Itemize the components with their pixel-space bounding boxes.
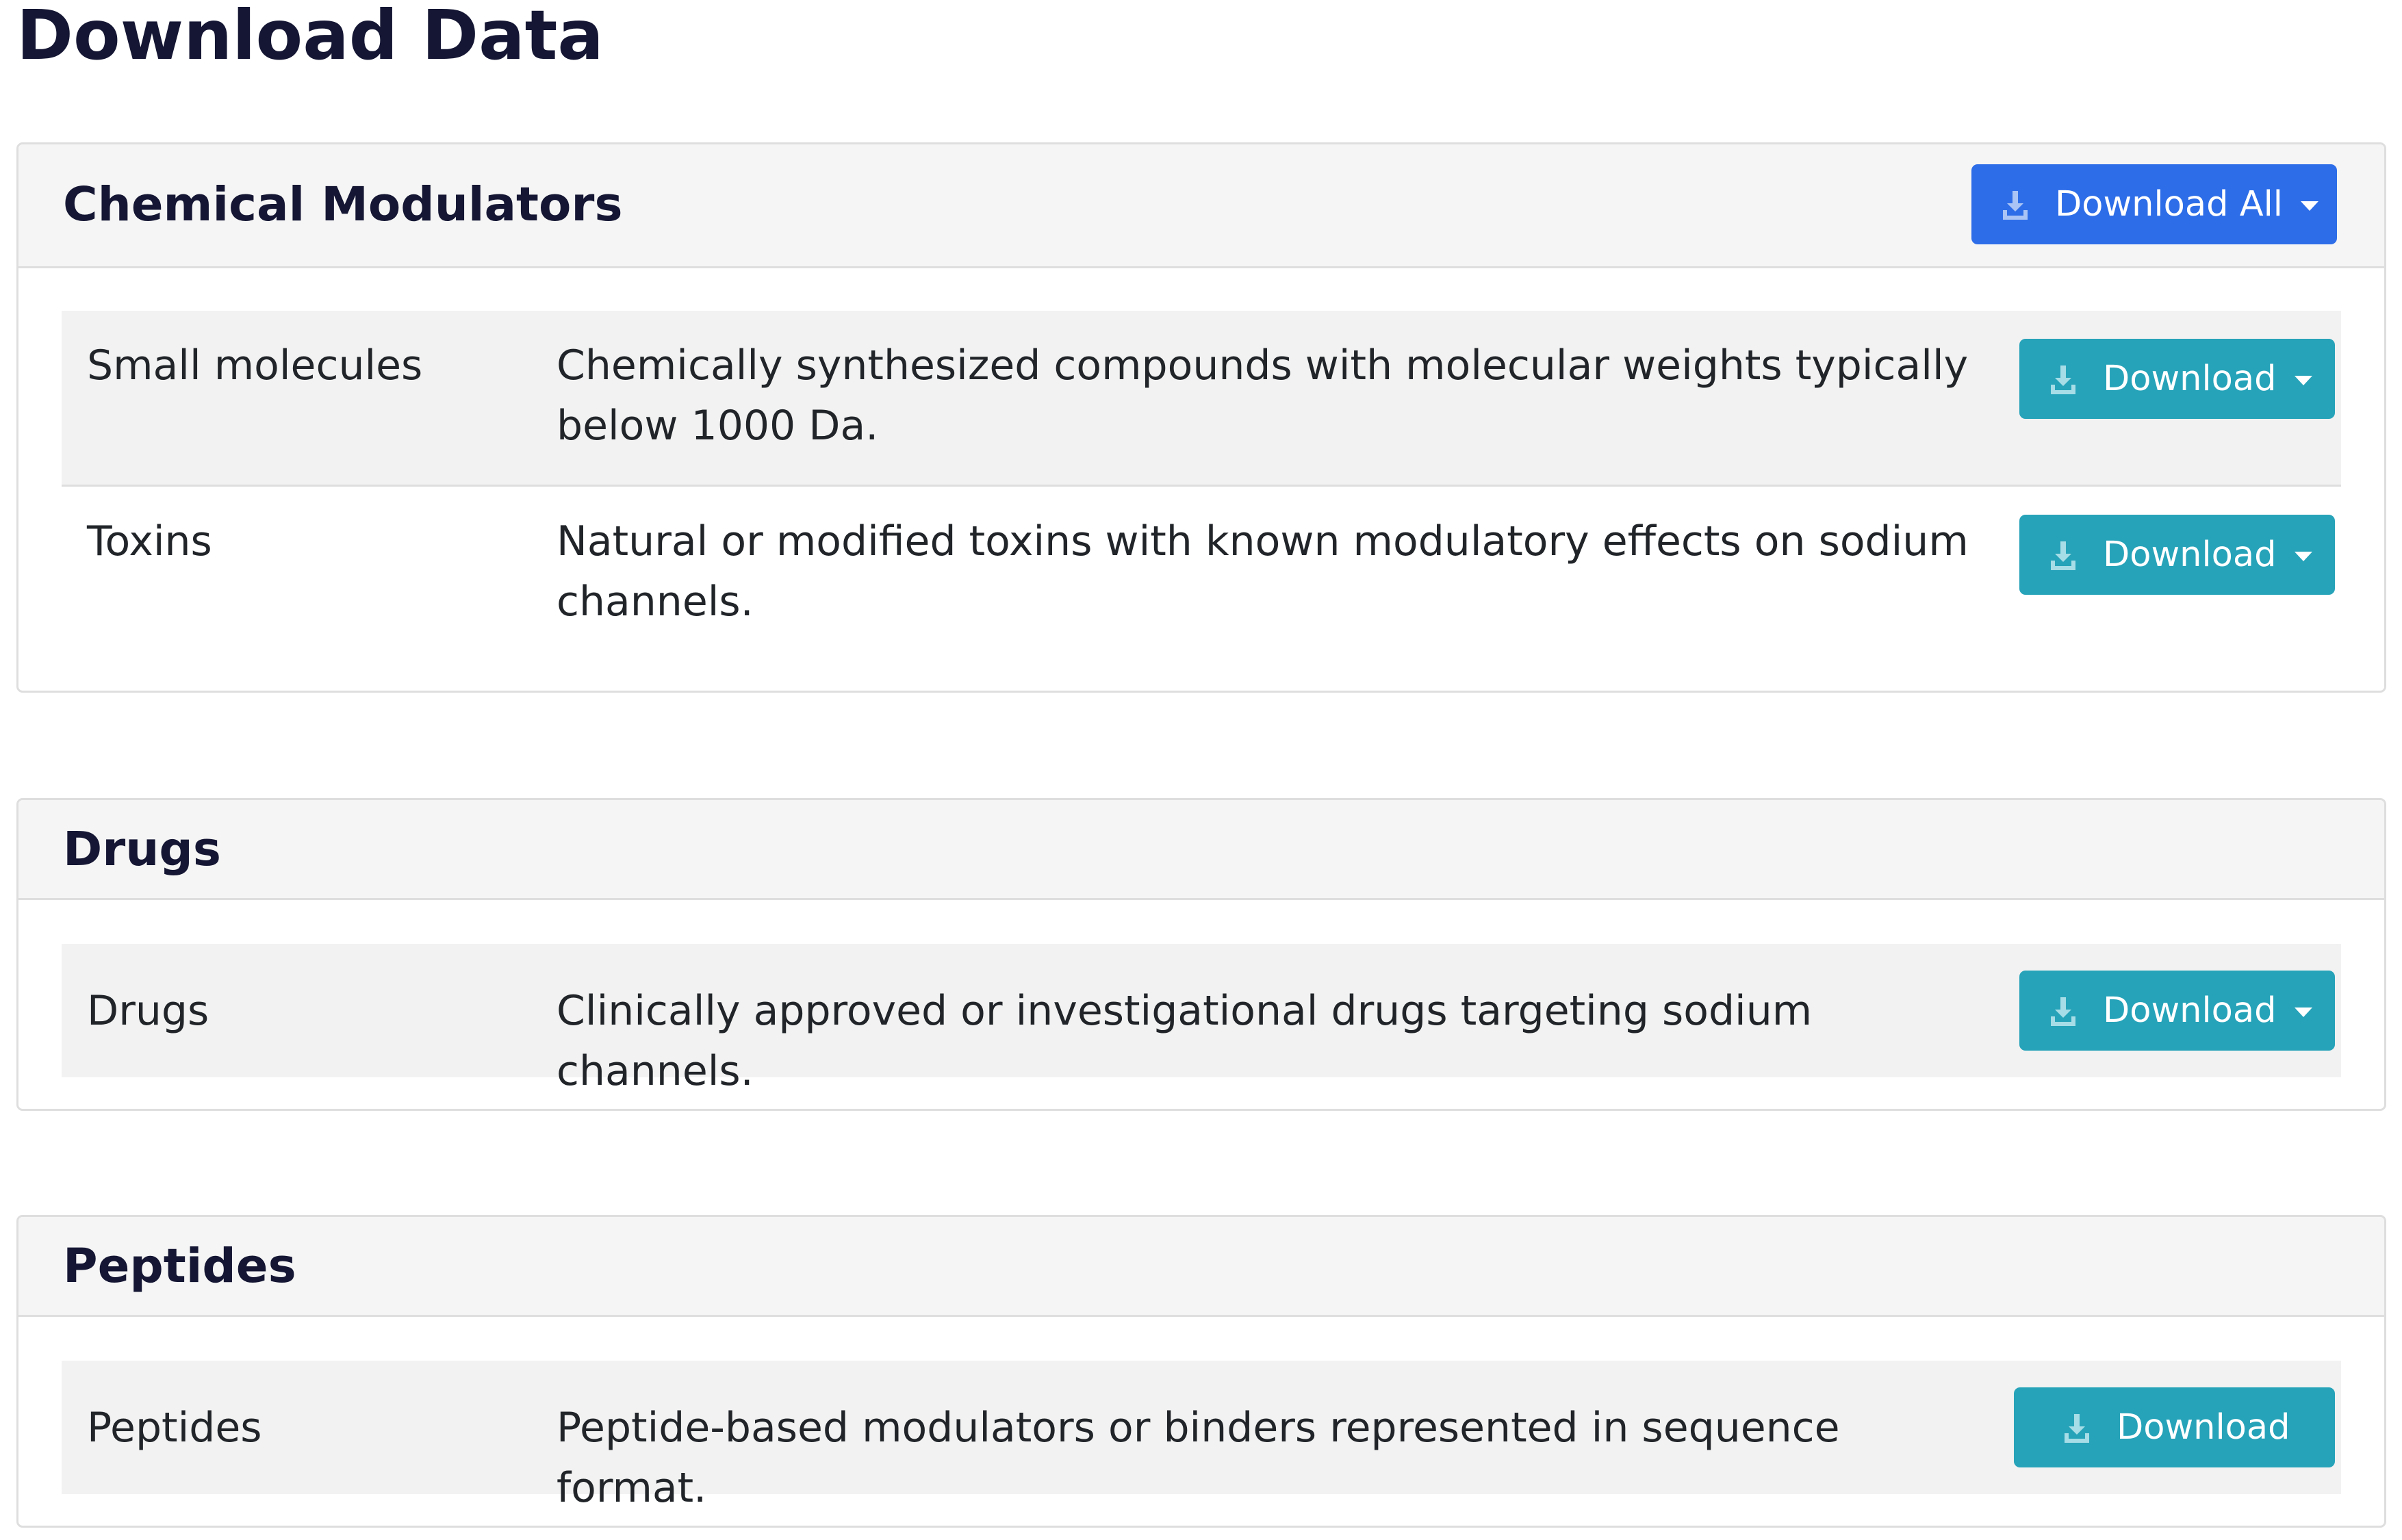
download-all-label: Download All — [2055, 184, 2283, 224]
row-name: Drugs — [87, 987, 209, 1035]
section-title: Peptides — [63, 1239, 296, 1294]
chevron-down-icon — [2301, 201, 2318, 211]
row-name: Peptides — [87, 1404, 262, 1452]
download-button[interactable] — [2014, 1387, 2335, 1467]
section-header — [18, 1217, 2384, 1317]
row-name: Toxins — [87, 517, 212, 565]
download-all-button[interactable] — [1971, 164, 2337, 244]
download-icon — [1999, 188, 2032, 221]
download-button-label: Download — [2117, 1407, 2290, 1448]
row-description: Clinically approved or investigational drugs targeting sodium channels. — [557, 987, 1813, 1095]
download-button[interactable] — [2019, 339, 2335, 419]
table-row — [62, 944, 2341, 1095]
table-row — [62, 1361, 2341, 1512]
row-name: Small molecules — [87, 342, 423, 389]
download-button-label: Download — [2103, 535, 2277, 575]
page-title: Download Data — [16, 0, 604, 75]
row-description: Chemically synthesized compounds with molecular weights typically below 1000 Da. — [557, 342, 1969, 450]
section-title: Drugs — [63, 822, 221, 877]
section-drugs — [16, 798, 2386, 1111]
row-description: Peptide-based modulators or binders represented in sequence format. — [557, 1404, 1840, 1512]
download-icon — [2047, 363, 2080, 396]
download-icon — [2047, 539, 2080, 572]
chevron-down-icon — [2295, 376, 2312, 385]
section-chemical-modulators — [16, 142, 2386, 693]
download-button[interactable] — [2019, 515, 2335, 595]
download-button-label: Download — [2103, 359, 2277, 399]
download-button[interactable] — [2019, 971, 2335, 1051]
chevron-down-icon — [2295, 552, 2312, 561]
section-peptides — [16, 1215, 2386, 1528]
download-icon — [2060, 1411, 2093, 1444]
download-button-label: Download — [2103, 990, 2277, 1031]
section-header — [18, 144, 2384, 268]
section-header — [18, 800, 2384, 900]
table-row — [62, 487, 2341, 663]
chevron-down-icon — [2295, 1008, 2312, 1017]
row-description: Natural or modified toxins with known modulatory effects on sodium channels. — [557, 517, 1969, 626]
section-title: Chemical Modulators — [63, 177, 623, 232]
table-row — [62, 311, 2341, 487]
download-icon — [2047, 994, 2080, 1027]
